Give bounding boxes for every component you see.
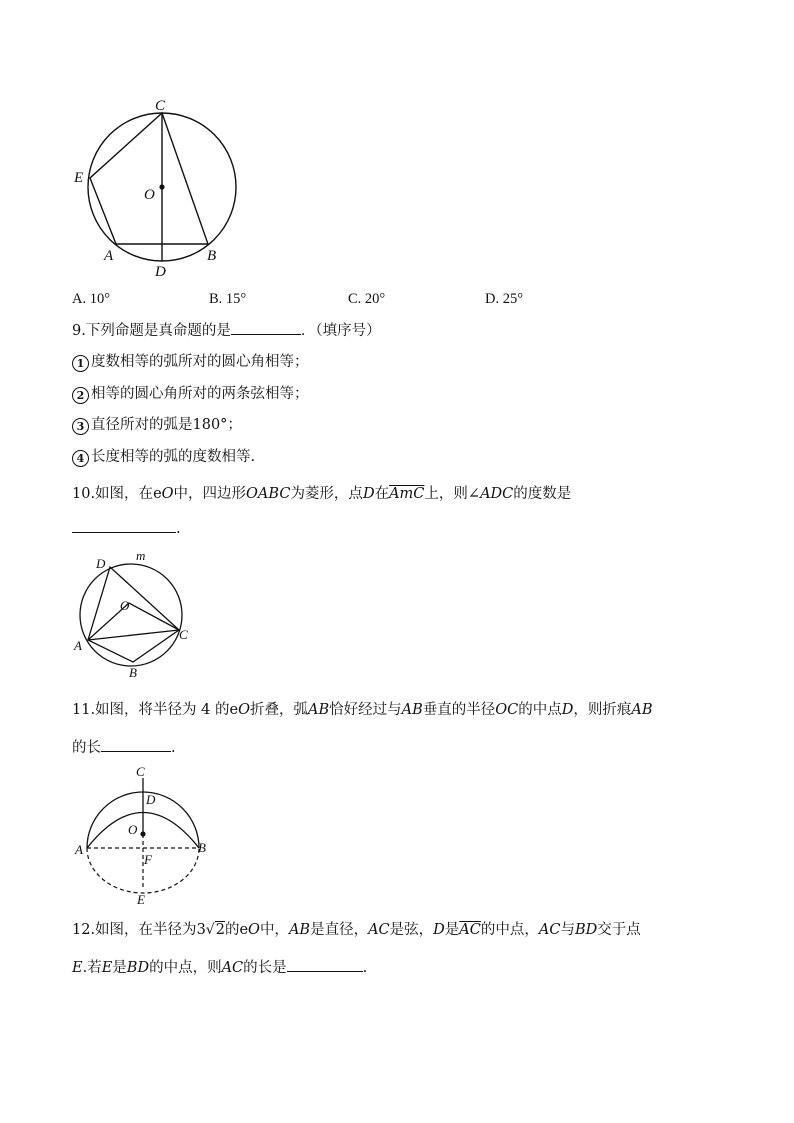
q8-options [72, 289, 632, 309]
text: 与 [560, 922, 575, 938]
option-b: B. 15° [209, 291, 247, 307]
option-d: D. 25° [485, 291, 524, 307]
var-oc: OC [495, 702, 519, 718]
var-ab: AB [308, 702, 330, 718]
text: 是弦， [389, 922, 434, 938]
q10-answer-blank[interactable] [72, 518, 176, 533]
label-d: D [155, 264, 166, 280]
var-d: D [561, 702, 574, 718]
label-a: A [75, 842, 83, 857]
arc-amc: $\overline{AmC}$ [389, 486, 425, 502]
text: 折叠，弧 [250, 702, 308, 718]
text: 是直径， [310, 922, 369, 938]
q9-item-text: 相等的圆心角所对的两条弦相等； [91, 386, 309, 402]
q9-item-3 [72, 415, 242, 435]
circled-number-4: 4 [72, 450, 89, 467]
var-d: D [433, 922, 445, 938]
q12-stem [72, 920, 641, 940]
var-bd: BD [574, 922, 598, 938]
var-o: O [238, 702, 250, 718]
q9-item-text: 长度相等的弧的度数相等. [91, 449, 256, 465]
var-ab: AB [401, 702, 423, 718]
text: .若 [82, 960, 102, 976]
label-a: A [74, 638, 82, 653]
label-d: D [96, 556, 106, 571]
label-o: O [120, 598, 130, 613]
q9-item-2 [72, 384, 309, 404]
polygon-ecba [90, 113, 208, 244]
chord-ac [88, 630, 179, 640]
text: 的长 [72, 740, 101, 756]
text: 交于点 [597, 922, 641, 938]
label-e: E [74, 170, 84, 186]
arc-ac: $\overline{AC}$ [459, 922, 481, 938]
q11-answer-line [72, 737, 176, 758]
q11-stem [72, 700, 653, 720]
option-c: C. 20° [348, 291, 386, 307]
q9-item-text: 度数相等的弧所对的圆心角相等； [91, 354, 309, 370]
text: 在 [374, 486, 390, 502]
text: 为菱形，点 [290, 486, 363, 502]
text: 是 [112, 960, 127, 976]
figure-q8 [70, 95, 250, 285]
text: 是 [444, 922, 460, 938]
q9-stem-post: ．（填序号） [300, 323, 381, 339]
label-a: A [104, 248, 114, 264]
var-ab: AB [288, 922, 311, 938]
q12-answer-blank[interactable] [287, 957, 363, 972]
var-oabc: OABC [246, 486, 291, 502]
text: 的 [224, 922, 240, 938]
radicand: 2 [215, 922, 225, 938]
var-o: O [161, 486, 174, 502]
figure-q10 [66, 545, 196, 683]
var-bd: BD [126, 960, 150, 976]
circle-symbol: e [239, 922, 249, 938]
var-ab: AB [631, 702, 653, 718]
var-adc: ADC [480, 486, 514, 502]
label-d: D [146, 792, 156, 807]
label-f: F [144, 852, 152, 867]
q9-answer-blank[interactable] [231, 320, 301, 335]
label-c: C [179, 627, 188, 642]
label-c: C [155, 98, 166, 114]
var-e: E [101, 960, 113, 976]
q9-stem [72, 320, 381, 341]
figure-q11 [70, 762, 220, 910]
center-dot [140, 831, 145, 836]
text: 垂直的半径 [422, 702, 496, 718]
circled-number-3: 3 [72, 418, 89, 435]
label-e: E [137, 892, 145, 907]
label-b: B [198, 840, 206, 855]
center-dot [159, 184, 164, 189]
text: 12.如图，在半径为 [72, 922, 197, 938]
label-c: C [136, 764, 145, 779]
text: 的长是 [243, 960, 287, 976]
text: 的中点 [518, 702, 562, 718]
option-a: A. 10° [72, 291, 111, 307]
circled-number-2: 2 [72, 387, 89, 404]
text: . [362, 960, 368, 976]
q9-stem-pre: 9.下列命题是真命题的是 [72, 323, 231, 339]
text: . [171, 740, 176, 756]
text: 中，四边形 [173, 486, 247, 502]
text: ，则折痕 [573, 702, 632, 718]
text: 的度数是 [513, 486, 572, 502]
q9-item-text: 直径所对的弧是180°； [91, 417, 242, 433]
label-o: O [128, 822, 138, 837]
label-m: m [136, 548, 146, 563]
var-ac: AC [368, 922, 390, 938]
label-o: O [144, 187, 155, 203]
text: . [176, 521, 181, 537]
q11-answer-blank[interactable] [101, 737, 171, 752]
circled-number-1: 1 [72, 355, 89, 372]
text: 上，则∠ [424, 486, 481, 502]
var-e: E [72, 960, 83, 976]
text: 11.如图，将半径为 4 的 [72, 702, 230, 718]
circle-symbol: e [229, 702, 239, 718]
text: 10.如图，在 [72, 486, 154, 502]
q9-item-4 [72, 447, 255, 467]
sqrt-symbol: √ [205, 922, 215, 938]
var-ac: AC [538, 922, 561, 938]
radius-coefficient: 3 [196, 922, 206, 938]
circle-symbol: e [153, 486, 162, 502]
text: 恰好经过与 [329, 702, 402, 718]
var-d: D [362, 486, 375, 502]
label-b: B [129, 665, 137, 680]
text: 的中点， [480, 922, 539, 938]
text: 的中点，则 [149, 960, 222, 976]
text: 中， [259, 922, 289, 938]
label-b: B [207, 248, 217, 264]
var-ac: AC [221, 960, 244, 976]
q10-stem [72, 484, 571, 504]
q12-line2 [72, 957, 367, 978]
q9-item-1 [72, 352, 309, 372]
var-o: O [248, 922, 260, 938]
q10-answer-line [72, 518, 181, 539]
radius-value [197, 920, 225, 940]
